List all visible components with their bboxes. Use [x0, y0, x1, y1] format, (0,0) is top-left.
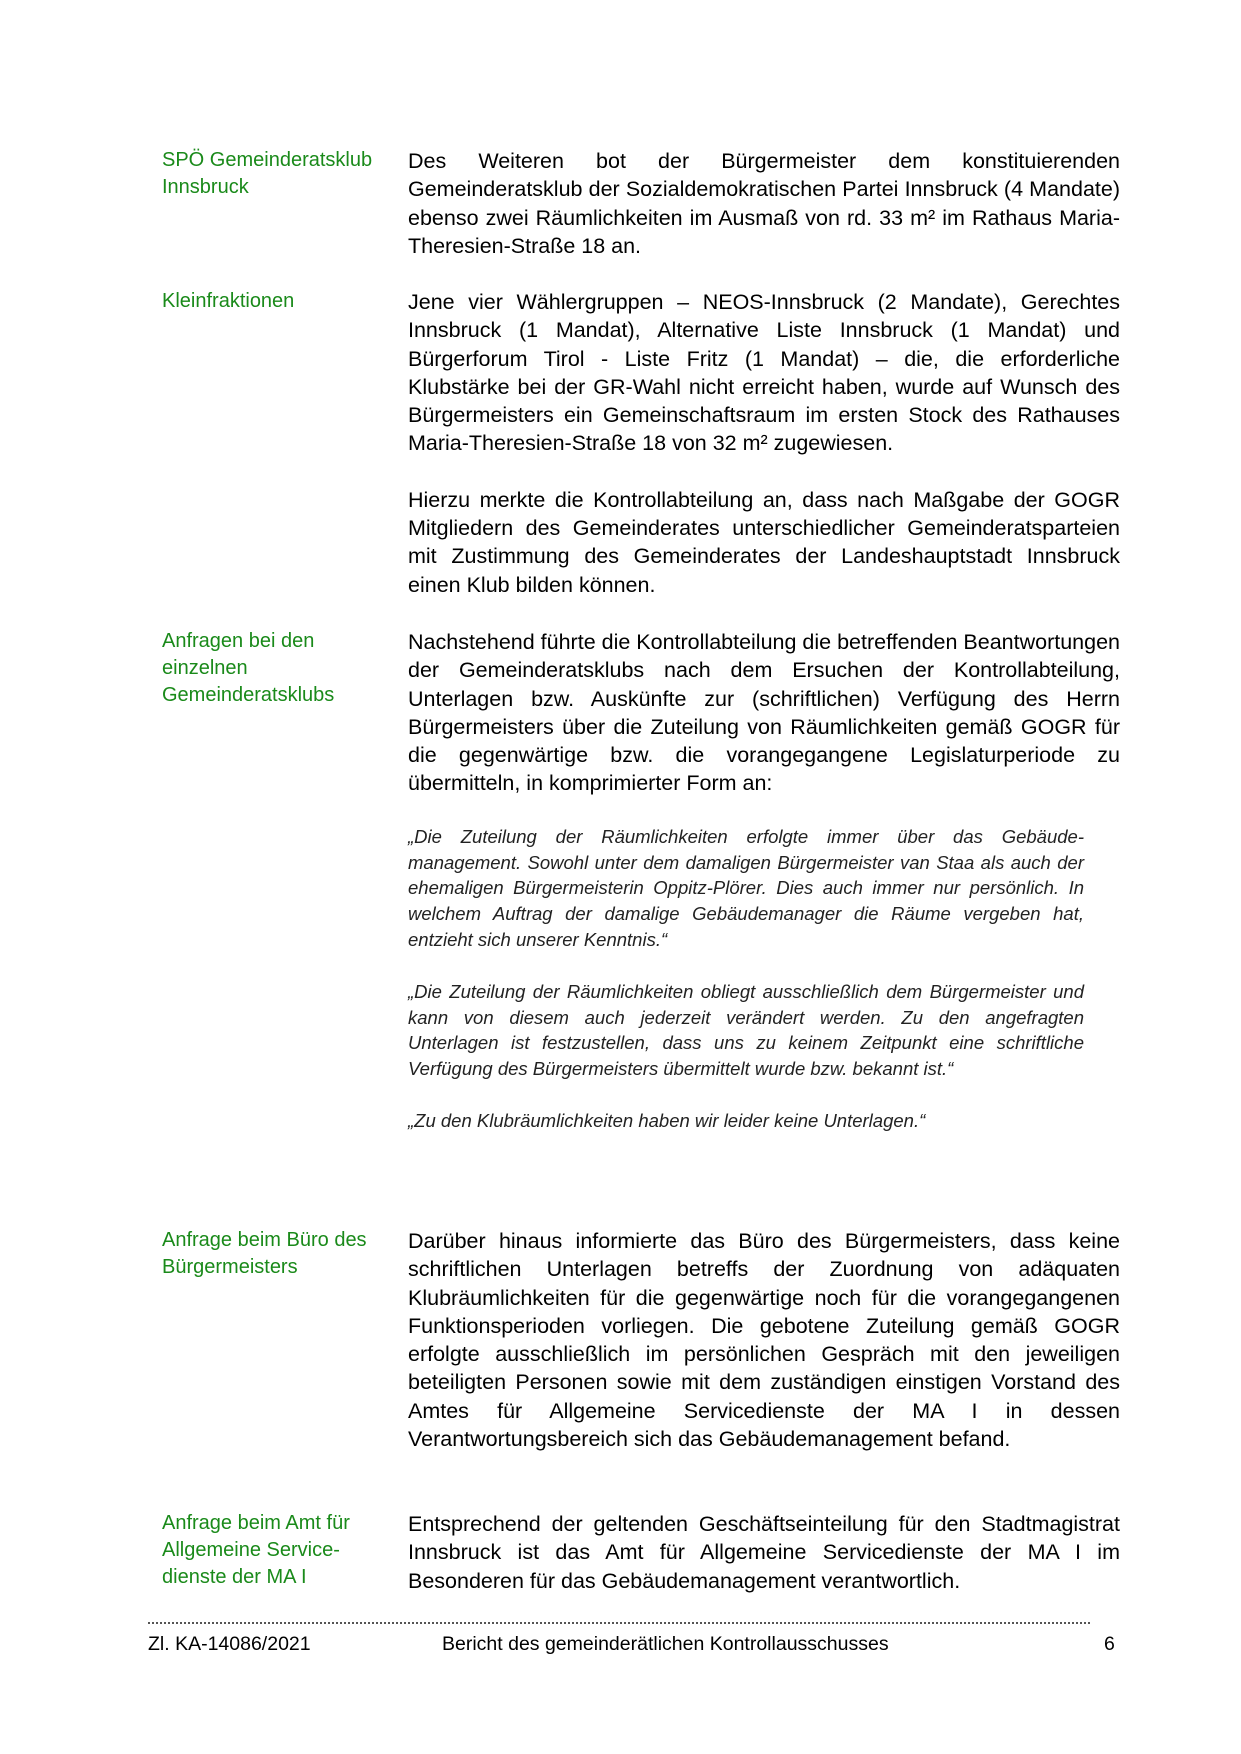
footer-reference: Zl. KA-14086/2021: [148, 1633, 311, 1655]
paragraph: Hierzu merkte die Kontrollabteilung an, dass nach Maßgabe der GOGR Mitgliedern des Gemeinderates unterschiedlicher Gemeinderatsparteien mit Zustimmung des Gemeinderates der Landeshauptstadt Innsbruck einen Klub bilden können.: [408, 487, 1120, 597]
section-body: [408, 1510, 1120, 1595]
paragraph: Jene vier Wählergruppen – NEOS-Innsbruck (2 Mandate), Gerechtes Innsbruck (1 Mandat), Alternative Liste Innsbruck (1 Mandat) und Bürgerforum Tirol - Liste Fritz (1 Mandat) – die, die erforderliche Klubstärke bei der GR-Wahl nicht erreicht haben, wurde auf Wunsch des Bürgermeisters ein Gemeinschaftsraum im ersten Stock des Rathauses Maria-Theresien-Straße 18 von 32 m² zugewiesen.: [408, 290, 1120, 456]
margin-note: Anfragen bei den einzelnen Gemeinderatsklubs: [162, 630, 335, 706]
section-body: [408, 147, 1120, 260]
margin-note: Kleinfraktionen: [162, 290, 295, 312]
paragraph: Entsprechend der geltenden Geschäftseinteilung für den Stadtmagistrat Innsbruck ist das Amt für Allgemeine Servicedienste der MA I im Besonderen für das Gebäudemanagement verantwortlich.: [408, 1512, 1120, 1593]
footer-divider: [148, 1622, 1090, 1624]
margin-note: SPÖ Gemeinderatsklub Innsbruck: [162, 149, 373, 198]
section-body: [408, 628, 1120, 1134]
paragraph: Des Weiteren bot der Bürgermeister dem konstituierenden Gemeinderatsklub der Sozialdemokratischen Partei Innsbruck (4 Mandate) ebenso zwei Räumlichkeiten im Ausmaß von rd. 33 m² im Rathaus Maria-Theresien-Straße 18 an.: [408, 149, 1120, 258]
page-number: 6: [1104, 1633, 1115, 1655]
paragraph: Darüber hinaus informierte das Büro des Bürgermeisters, dass keine schriftlichen Unterlagen betreffs der Zuordnung von adäquaten Klubräumlichkeiten für die gegenwärtige noch für die vorangegangenen Funktionsperioden vorliegen. Die gebotene Zuteilung gemäß GOGR erfolgte ausschließlich im persönlichen Gespräch mit den jeweiligen beteiligten Personen sowie mit dem zuständigen einstigen Vorstand des Amtes für Allgemeine Servicedienste der MA I in dessen Verantwortungsbereich sich das Gebäudemanagement befand.: [408, 1229, 1120, 1452]
paragraph: Nachstehend führte die Kontrollabteilung die betreffenden Beantwortungen der Gemeinderatsklubs nach dem Ersuchen der Kontrollabteilung, Unterlagen bzw. Auskünfte zur (schriftlichen) Verfügung des Herrn Bürgermeisters über die Zuteilung von Räumlichkeiten gemäß GOGR für die gegenwärtige bzw. die vorangegangene Legislaturperiode zu übermitteln, in komprimierter Form an:: [408, 630, 1121, 796]
section-body: [408, 1227, 1120, 1453]
quote: „Die Zuteilung der Räumlichkeiten erfolgte immer über das Gebäude-management. Sowohl unter dem damaligen Bürgermeister van Staa als auch der ehemaligen Bürgermeisterin Oppitz-Plörer. Dies auch immer nur persönlich. In welchem Auftrag der damalige Gebäudemanager die Räume vergeben hat, entzieht sich unserer Kenntnis.“: [408, 825, 1084, 950]
quote: „Die Zuteilung der Räumlichkeiten obliegt ausschließlich dem Bürgermeister und kann von diesem auch jederzeit verändert werden. Zu den angefragten Unterlagen ist festzustellen, dass uns zu keinem Zeitpunkt eine schriftliche Verfügung des Bürgermeisters übermittelt wurde bzw. bekannt ist.“: [408, 980, 1084, 1080]
footer-title: Bericht des gemeinderätlichen Kontrollausschusses: [442, 1633, 889, 1655]
section-body: [408, 288, 1120, 599]
margin-note: Anfrage beim Büro des Bürgermeisters: [162, 1229, 367, 1278]
quote: „Zu den Klubräumlichkeiten haben wir leider keine Unterlagen.“: [408, 1109, 926, 1131]
quote-block: [408, 824, 1084, 1134]
margin-note: Anfrage beim Amt für Allgemeine Service-dienste der MA I: [162, 1512, 350, 1588]
